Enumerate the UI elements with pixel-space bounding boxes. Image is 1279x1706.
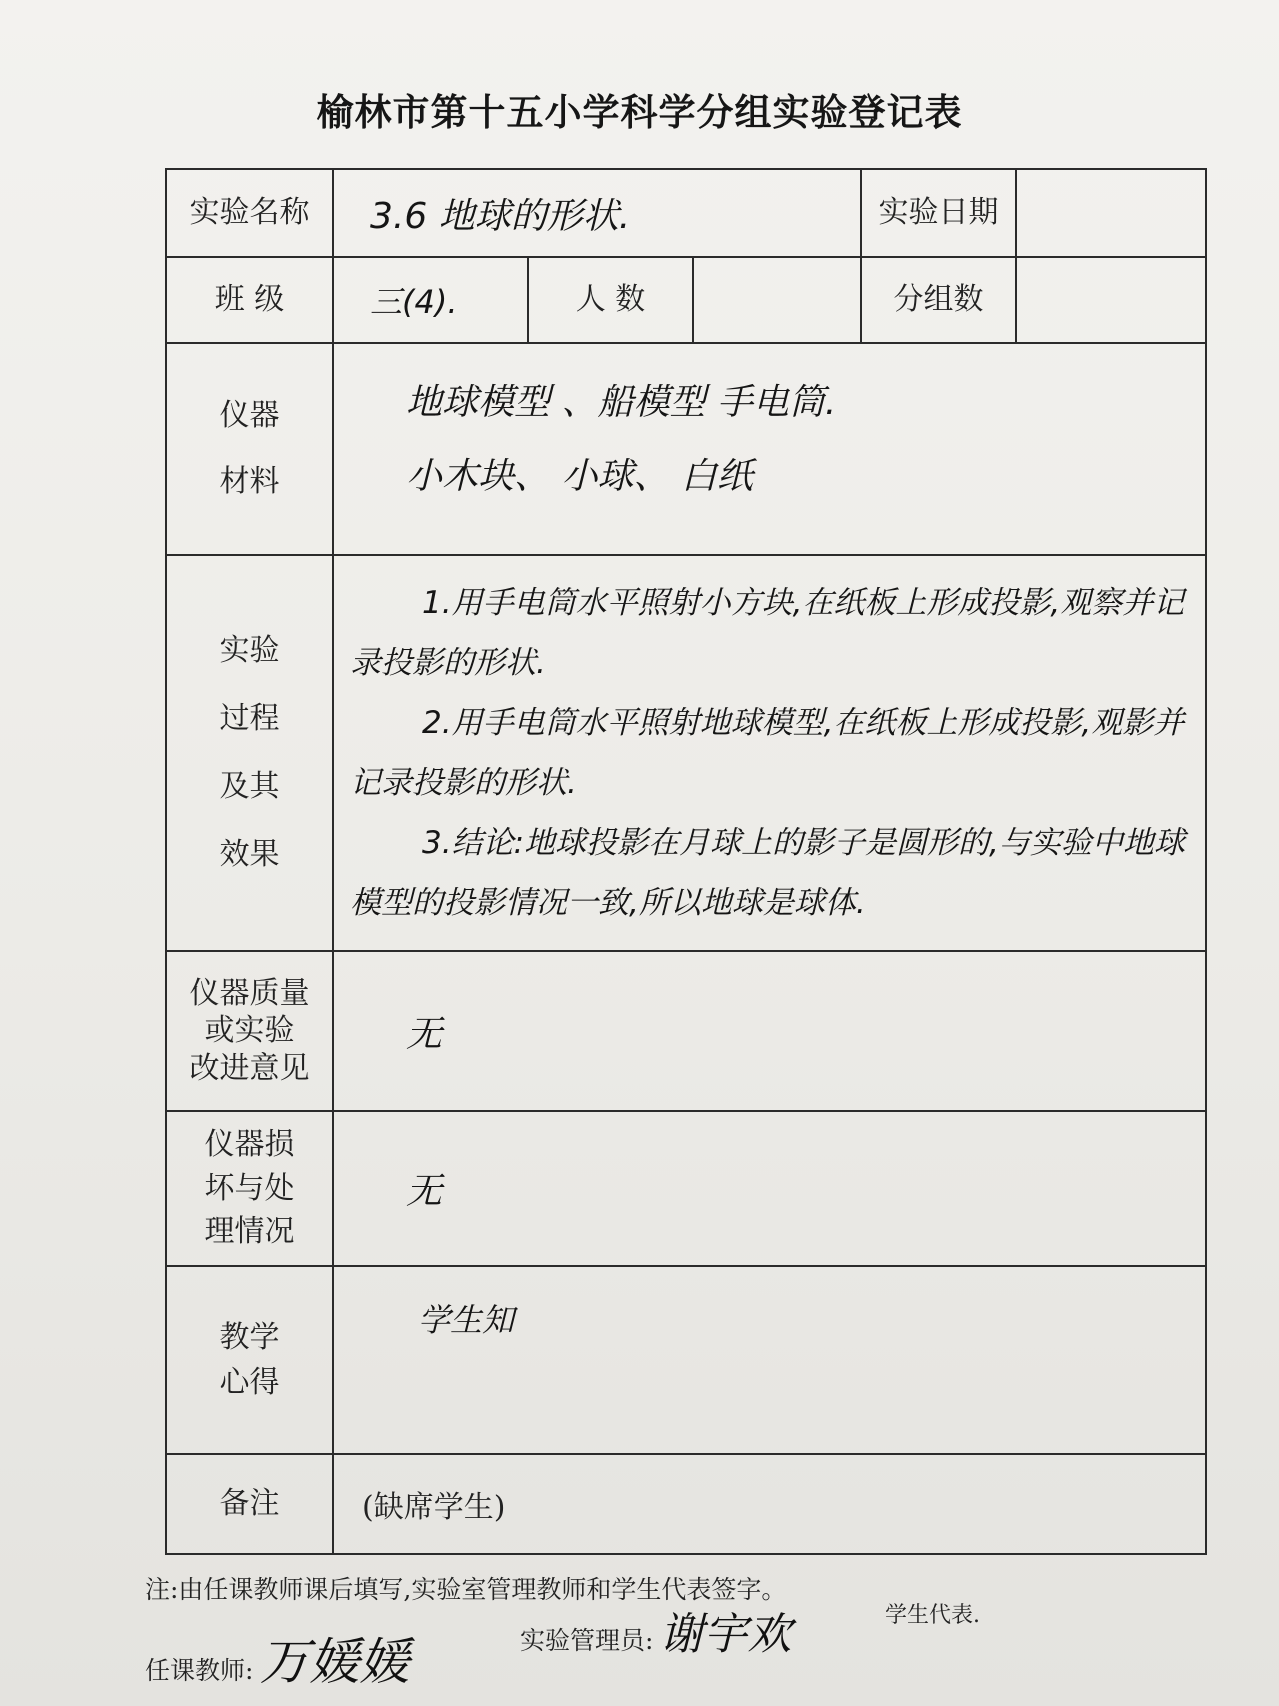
student-rep-block <box>885 1598 980 1629</box>
process-label-line: 及其 <box>219 769 280 804</box>
quality-value: 无 <box>406 1013 443 1055</box>
experiment-registration-table <box>165 168 1207 1555</box>
experiment-name-cell <box>333 169 861 257</box>
teaching-value: 学生知 <box>418 1301 515 1339</box>
damage-label-line: 理情况 <box>204 1214 295 1250</box>
quality-label <box>166 951 333 1111</box>
row-teaching <box>166 1266 1206 1454</box>
row-class <box>166 257 1206 343</box>
class-cell <box>333 257 528 343</box>
damage-cell <box>333 1111 1206 1266</box>
remarks-label: 备注 <box>166 1454 333 1554</box>
groups-value <box>1016 257 1206 343</box>
row-damage <box>166 1111 1206 1266</box>
people-label: 人 数 <box>528 257 693 343</box>
process-cell <box>333 555 1206 951</box>
admin-signature: 谢宇欢 <box>659 1609 792 1660</box>
teaching-label-line: 教学 <box>219 1320 280 1355</box>
signature-row <box>145 1598 1205 1691</box>
experiment-date-label: 实验日期 <box>861 169 1016 257</box>
teaching-cell <box>333 1266 1206 1454</box>
teaching-label-line: 心得 <box>219 1365 280 1400</box>
process-label-line: 效果 <box>219 837 280 872</box>
quality-cell <box>333 951 1206 1111</box>
damage-value: 无 <box>406 1171 443 1212</box>
row-materials <box>166 343 1206 555</box>
people-value <box>693 257 861 343</box>
quality-label-line: 或实验 <box>204 1013 295 1049</box>
process-step: 2.用手电筒水平照射地球模型,在纸板上形成投影,观影并记录投影的形状. <box>350 705 1185 801</box>
teacher-signature: 万媛媛 <box>259 1633 410 1691</box>
teacher-label: 任课教师: <box>145 1656 254 1685</box>
row-remarks <box>166 1454 1206 1554</box>
quality-label-line: 改进意见 <box>189 1050 310 1086</box>
admin-label: 实验管理员: <box>520 1626 654 1655</box>
footer-note: 注:由任课教师课后填写,实验室管理教师和学生代表签字。 <box>145 1575 787 1604</box>
teaching-label <box>166 1266 333 1454</box>
teacher-signature-block <box>145 1622 409 1694</box>
damage-label-line: 仪器损 <box>204 1127 295 1163</box>
admin-signature-block <box>520 1598 791 1662</box>
remarks-cell <box>333 1454 1206 1554</box>
materials-label-line: 仪器 <box>219 398 280 433</box>
quality-label-line: 仪器质量 <box>189 975 310 1011</box>
materials-label <box>166 343 333 555</box>
class-label: 班 级 <box>166 257 333 343</box>
experiment-date-value <box>1016 169 1206 257</box>
class-value: 三(4). <box>370 283 458 321</box>
damage-label <box>166 1111 333 1266</box>
process-label <box>166 555 333 951</box>
damage-label-line: 坏与处 <box>204 1170 295 1206</box>
row-process <box>166 555 1206 951</box>
process-step: 3.结论:地球投影在月球上的影子是圆形的,与实验中地球模型的投影情况一致,所以地球是球体. <box>350 825 1185 921</box>
form-title: 榆林市第十五小学科学分组实验登记表 <box>316 90 963 134</box>
process-label-line: 过程 <box>219 701 280 736</box>
process-label-line: 实验 <box>219 633 280 668</box>
row-experiment-name <box>166 169 1206 257</box>
materials-cell <box>333 343 1206 555</box>
remarks-value: (缺席学生) <box>362 1490 506 1525</box>
groups-label: 分组数 <box>861 257 1016 343</box>
process-step: 1.用手电筒水平照射小方块,在纸板上形成投影,观察并记录投影的形状. <box>350 585 1185 681</box>
row-quality <box>166 951 1206 1111</box>
materials-line: 地球模型 、船模型 手电筒. <box>406 382 837 423</box>
student-rep-label: 学生代表. <box>885 1603 980 1628</box>
materials-line: 小木块、 小球、 白纸 <box>406 456 753 497</box>
materials-label-line: 材料 <box>219 464 280 499</box>
experiment-name-value: 3.6 地球的形状. <box>370 195 631 237</box>
experiment-name-label: 实验名称 <box>166 169 333 257</box>
